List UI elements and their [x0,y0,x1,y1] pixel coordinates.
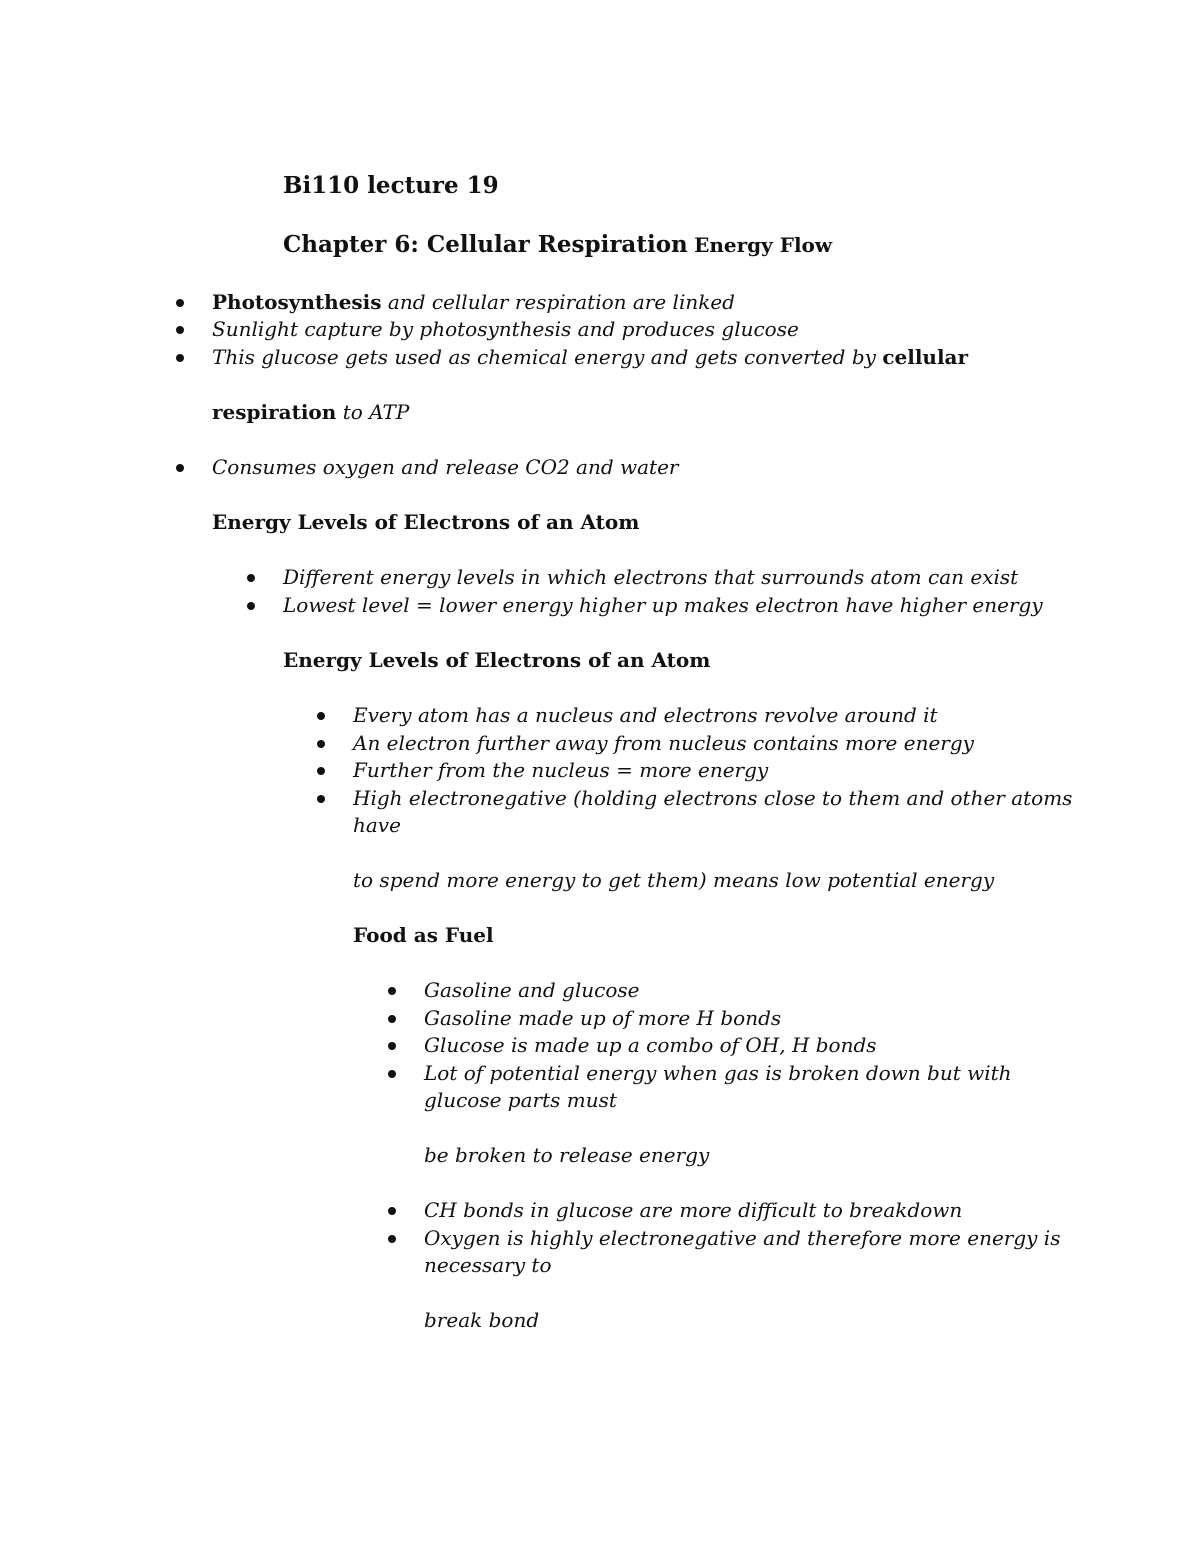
list-item-wrap: necessary to [424,1253,552,1277]
list-item-text: and cellular respiration are linked [387,290,735,314]
list-item-continuation [212,398,409,426]
list-item: Glucose is made up a combo of OH, H bonds [424,1033,877,1057]
list-item: Consumes oxygen and release CO2 and water [212,455,679,479]
list-item: Gasoline made up of more H bonds [424,1006,782,1030]
bullet-icon [176,326,184,334]
bullet-icon [388,1070,396,1078]
bullet-icon [317,740,325,748]
list-item: Oxygen is highly electronegative and therefore more energy is [424,1226,1061,1250]
list-item: Every atom has a nucleus and electrons revolve around it [353,703,938,727]
bullet-icon [176,464,184,472]
list-item [212,343,968,371]
list-item: Lot of potential energy when gas is broken down but with [424,1061,1012,1085]
chapter-heading-rest: Energy Flow [694,233,833,257]
list-item: Further from the nucleus = more energy [353,758,769,782]
bullet-icon [388,1015,396,1023]
list-item: Sunlight capture by photosynthesis and produces glucose [212,317,799,341]
list-item-text: to ATP [342,400,410,424]
bullet-icon [176,299,184,307]
bullet-icon [388,1207,396,1215]
list-item-continuation: to spend more energy to get them) means low potential energy [353,868,995,892]
bullet-icon [317,795,325,803]
list-item-continuation: be broken to release energy [424,1143,710,1167]
list-item-bold: cellular [882,345,969,369]
list-item-continuation: break bond [424,1308,540,1332]
list-item-bold: Photosynthesis [212,290,382,314]
chapter-heading [283,231,832,259]
list-item: Different energy levels in which electrons that surrounds atom can exist [283,565,1019,589]
list-item-wrap: glucose parts must [424,1088,617,1112]
section-heading: Energy Levels of Electrons of an Atom [283,648,711,672]
chapter-heading-bold: Chapter 6: Cellular Respiration [283,231,688,258]
section-heading: Food as Fuel [353,923,494,947]
list-item: Lowest level = lower energy higher up makes electron have higher energy [283,593,1043,617]
bullet-icon [317,767,325,775]
bullet-icon [388,1042,396,1050]
list-item: CH bonds in glucose are more difficult to breakdown [424,1198,963,1222]
bullet-icon [317,712,325,720]
bullet-icon [176,354,184,362]
bullet-icon [388,1235,396,1243]
list-item: Gasoline and glucose [424,978,640,1002]
list-item: An electron further away from nucleus contains more energy [353,731,974,755]
list-item: High electronegative (holding electrons close to them and other atoms [353,786,1073,810]
document-title: Bi110 lecture 19 [283,172,499,199]
bullet-icon [388,987,396,995]
list-item-text: This glucose gets used as chemical energy and gets converted by [212,345,876,369]
bullet-icon [247,602,255,610]
list-item-bold: respiration [212,400,337,424]
bullet-icon [247,574,255,582]
section-heading: Energy Levels of Electrons of an Atom [212,510,640,534]
list-item-wrap: have [353,813,401,837]
list-item [212,288,735,316]
